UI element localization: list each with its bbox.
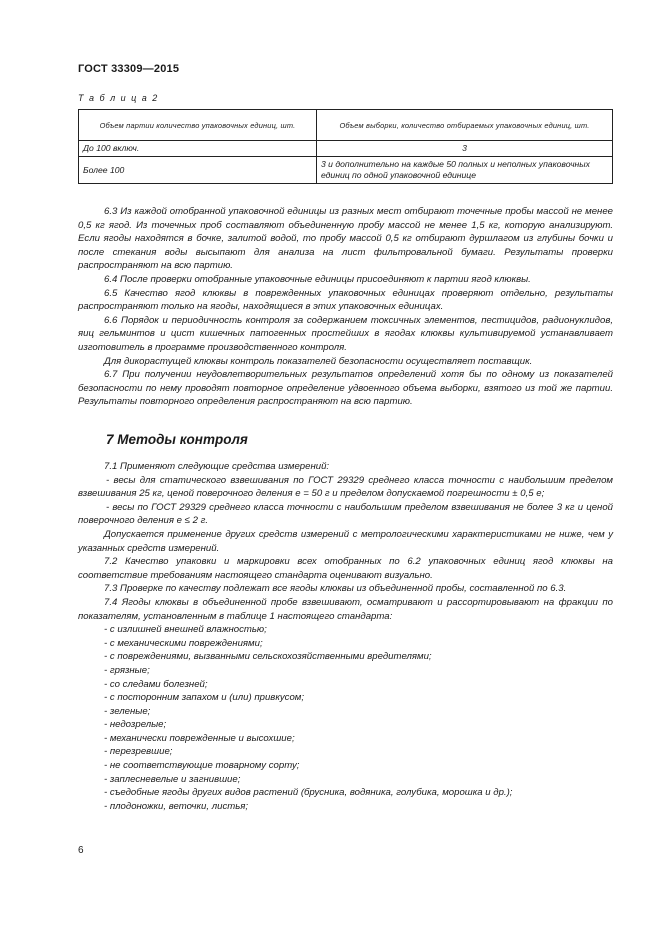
table-row — [79, 141, 613, 157]
paragraph: 7.2 Качество упаковки и маркировки всех отобранных по 6.2 упаковочных единиц ягод клюквы на соответствие требованиям настоящего стандарта оценивают визуально. — [78, 556, 613, 581]
paragraph: 6.3 Из каждой отобранной упаковочной единицы из разных мест отбирают точечные пробы массой не менее 0,5 кг ягод. Из точечных проб составляют объединенную пробу массой не менее 1,5 кг, которую анализируют. Если ягоды находятся в бочке, залитой водой, то пробу массой 0,5 кг отбирают дуршлагом из глубины бочки и после стекания воды высыпают для анализа на лист фильтровальной бумаги. Результаты проверки распространяют на всю партию. — [78, 206, 613, 272]
page-number: 6 — [78, 845, 84, 856]
paragraph: 7.3 Проверке по качеству подлежат все ягоды клюквы из объединенной пробы, составленной по 6.3. — [104, 583, 567, 595]
section-6-text — [78, 205, 613, 409]
list-item: - механически поврежденные и высохшие; — [104, 732, 295, 744]
list-item: - грязные; — [104, 664, 150, 676]
paragraph: 6.5 Качество ягод клюквы в поврежденных упаковочных единицах проверяют отдельно, результаты распространяют только на ягоды, находящиеся в этих упаковочных единицах. — [78, 287, 613, 313]
list-item: - плодоножки, веточки, листья; — [104, 800, 249, 812]
list-item: - заплесневелые и загнившие; — [104, 773, 241, 785]
paragraph: - весы для статического взвешивания по ГОСТ 29329 среднего класса точности с наибольшим пределом взвешивания 25 кг, ценой поверочного деления е = 50 г и пределом допускаемой погрешности ± 0,5 е; — [78, 474, 613, 500]
list-item: - с посторонним запахом и (или) привкусом; — [104, 692, 305, 704]
table-cell-lot: До 100 включ. — [79, 141, 317, 157]
table-row — [79, 157, 613, 184]
paragraph: 6.6 Порядок и периодичность контроля за содержанием токсичных элементов, пестицидов, радионуклидов, яиц гельминтов и цист кишечных патогенных простейших в ягодах клюквы культивируемой устанавливает изготовитель в программе производственного контроля. — [78, 314, 613, 353]
table-header-row — [79, 110, 613, 141]
list-item: - съедобные ягоды других видов растений (брусника, водяника, голубика, морошка и др.); — [104, 787, 513, 799]
table-caption: Т а б л и ц а 2 — [78, 93, 159, 103]
list-item: - зеленые; — [104, 705, 151, 717]
paragraph: Допускается применение других средств измерений с метрологическими характеристиками не ниже, чем у указанных средств измерений. — [78, 528, 613, 554]
paragraph: 7.1 Применяют следующие средства измерений: — [104, 461, 330, 472]
paragraph: Для дикорастущей клюквы контроль показателей безопасности осуществляет поставщик. — [104, 355, 533, 367]
list-item: - перезревшие; — [104, 746, 173, 758]
paragraph: - весы по ГОСТ 29329 среднего класса точности с наибольшим пределом взвешивания не более 3 кг и ценой поверочного деления е ≤ 2 г. — [78, 501, 613, 527]
table-header-lot: Объем партии количество упаковочных единиц, шт. — [79, 110, 317, 141]
paragraph: 7.4 Ягоды клюквы в объединенной пробе взвешивают, осматривают и рассортировывают на фракции по показателям, установленным в таблице 1 настоящего стандарта: — [78, 596, 613, 622]
list-item: - недозрелые; — [104, 719, 167, 731]
table-cell-sample: 3 — [317, 141, 613, 157]
table-header-sample: Объем выборки, количество отбираемых упаковочных единиц, шт. — [317, 110, 613, 141]
section-title: 7 Методы контроля — [106, 432, 248, 447]
section-7-text — [78, 460, 613, 813]
list-item: - с повреждениями, вызванными сельскохозяйственными вредителями; — [104, 651, 432, 663]
list-item: - с излишней внешней влажностью; — [104, 624, 267, 636]
table-2 — [78, 109, 613, 184]
paragraph: 6.7 При получении неудовлетворительных результатов определений хотя бы по одному из показателей безопасности по нему проводят повторное определение удвоенного объема выборки, взятого из той же партии. Результаты повторного определения распространяют на всю партию. — [78, 369, 613, 408]
list-item: - со следами болезней; — [104, 678, 208, 690]
table-cell-lot: Более 100 — [79, 157, 317, 184]
list-item: - не соответствующие товарному сорту; — [104, 760, 300, 772]
table-cell-sample: 3 и дополнительно на каждые 50 полных и неполных упаковочных единиц по одной упаковочной единице — [317, 157, 613, 184]
paragraph: 6.4 После проверки отобранные упаковочные единицы присоединяют к партии ягод клюквы. — [104, 273, 531, 285]
document-header: ГОСТ 33309—2015 — [78, 63, 180, 75]
list-item: - с механическими повреждениями; — [104, 637, 263, 649]
